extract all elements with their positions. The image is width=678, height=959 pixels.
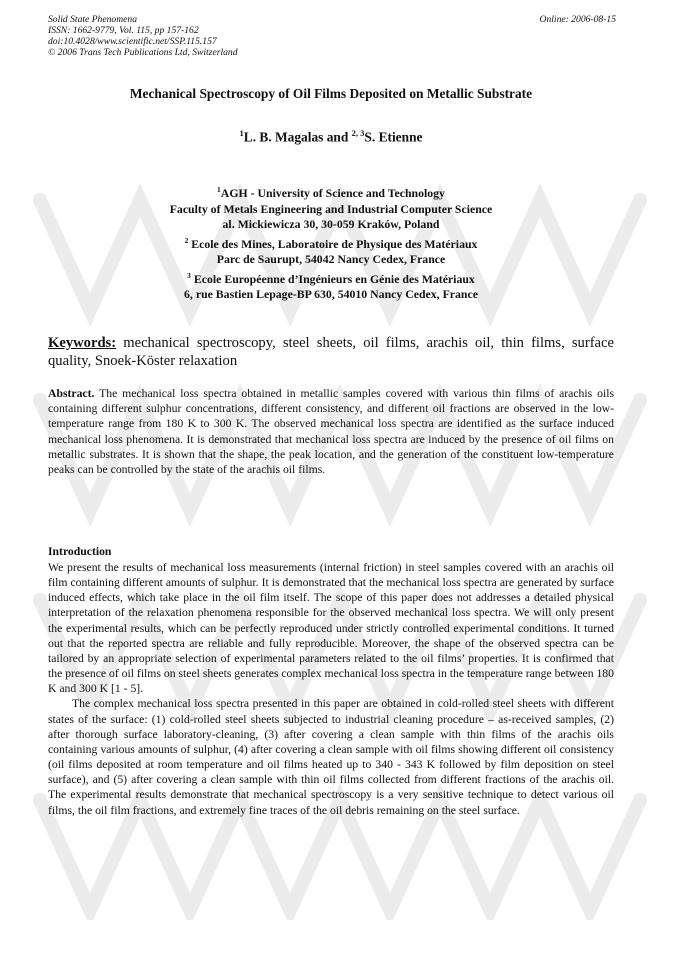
- author-conjunction: and: [323, 129, 352, 145]
- abstract-label: Abstract.: [48, 387, 95, 400]
- affiliation-superscript: 1: [217, 185, 221, 194]
- author-line: [48, 128, 614, 145]
- keywords-paragraph: [48, 334, 614, 371]
- affiliation-superscript: 3: [187, 270, 191, 280]
- section-heading-introduction: Introduction: [48, 545, 112, 558]
- affiliation-line: [48, 268, 614, 288]
- abstract-text: The mechanical loss spectra obtained in metallic samples covered with various thin films of arachis oils containing different sulphur concentrations, different consistency, and different oil fractions are observed in the low-temperature range from 180 K to 300 K. The observed mechanical loss spectra are identified as the surface induced mechanical loss phenomena. It is demonstrated that mechanical loss spectra are induced by the presence of oil films on metallic substrates. It is shown that the shape, the peak location, and the generation of the constituent low-temperature peaks can be controlled by the state of the arachis oil films.: [48, 387, 614, 477]
- affiliation-line: [48, 233, 614, 253]
- affiliation-line: [48, 287, 614, 303]
- keywords-text: mechanical spectroscopy, steel sheets, oil films, arachis oil, thin films, surface quality, Snoek-Köster relaxation: [48, 335, 614, 370]
- body-paragraph: We present the results of mechanical loss measurements (internal friction) in steel samples covered with an arachis oil film containing different amounts of sulphur. It is demonstrated that the mechanical loss spectra are generated by surface induced effects, which take place in the oil film itself. The scope of this paper does not addresses a detailed physical interpretation of the relaxation phenomena responsible for the observed mechanical loss spectra. We will only present the experimental results, which can be perfectly reproduced under strictly controlled experimental conditions. It turned out that the reported spectra are reliable and fully reproducible. Moreover, the shape of the observed spectra can be tailored by an appropriate selection of experimental parameters related to the oil films’ properties. It is confirmed that the presence of oil films on steel sheets generates complex mechanical loss spectra in the temperature range between 180 K and 300 K [1 - 5].: [48, 561, 614, 696]
- affiliation-text: Ecole Européenne d’Ingénieurs en Génie des Matériaux: [190, 271, 475, 286]
- copyright-line: © 2006 Trans Tech Publications Ltd, Switzerland: [48, 47, 238, 58]
- affiliation-text: AGH - University of Science and Technology: [220, 185, 445, 200]
- affiliation-superscript: 2: [184, 235, 189, 245]
- affiliation-text: Ecole des Mines, Laboratoire de Physique des Matériaux: [188, 236, 478, 251]
- affiliation-line: [48, 252, 614, 268]
- author-2-superscript: 2, 3: [351, 128, 365, 138]
- affiliation-text: Faculty of Metals Engineering and Industrial Computer Science: [169, 201, 493, 216]
- paper-title: Mechanical Spectroscopy of Oil Films Deposited on Metallic Substrate: [129, 86, 533, 101]
- online-date: Online: 2006-08-15: [539, 14, 616, 25]
- affiliation-line: [48, 217, 614, 233]
- affiliation-line: [48, 202, 614, 218]
- keywords-label: Keywords:: [48, 335, 117, 351]
- affiliation-text: 6, rue Bastien Lepage-BP 630, 54010 Nancy Cedex, France: [184, 287, 478, 302]
- affiliation-text: Parc de Saurupt, 54042 Nancy Cedex, France: [216, 252, 446, 267]
- journal-name: Solid State Phenomena: [48, 14, 137, 25]
- author-2-name: S. Etienne: [364, 129, 423, 145]
- author-1-superscript: 1: [239, 128, 244, 138]
- introduction-body: [48, 560, 614, 818]
- body-paragraph: The complex mechanical loss spectra presented in this paper are obtained in cold-rolled steel sheets with different states of the surface: (1) cold-rolled steel sheets subjected to industrial cleaning procedure – as-received samples, (2) after thorough surface laboratory-cleaning, (3) after covering a clean sample with thin films of the arachis oils containing various amounts of sulphur, (4) after covering a clean sample with oil films showing different oil consistency (oil films deposited at room temperature and oil films heated up to 340 - 343 K followed by film deposition on steel surface), and (5) after covering a clean sample with thin oil films collected from different fractions of the arachis oil. The experimental results demonstrate that mechanical spectroscopy is a very sensitive technique to detect various oil films, the oil film fractions, and extremely fine traces of the oil debris remaining on the steel surface.: [48, 697, 614, 817]
- issn-line: ISSN: 1662-9779, Vol. 115, pp 157-162: [48, 25, 199, 36]
- affiliation-text: al. Mickiewicza 30, 30-059 Kraków, Poland: [222, 217, 440, 232]
- affiliation-line: [48, 182, 614, 202]
- author-1-name: L. B. Magalas: [243, 129, 324, 145]
- abstract-paragraph: [48, 386, 614, 477]
- affiliations: [48, 182, 614, 303]
- journal-header: [48, 14, 238, 58]
- doi-line: doi:10.4028/www.scientific.net/SSP.115.157: [48, 36, 217, 47]
